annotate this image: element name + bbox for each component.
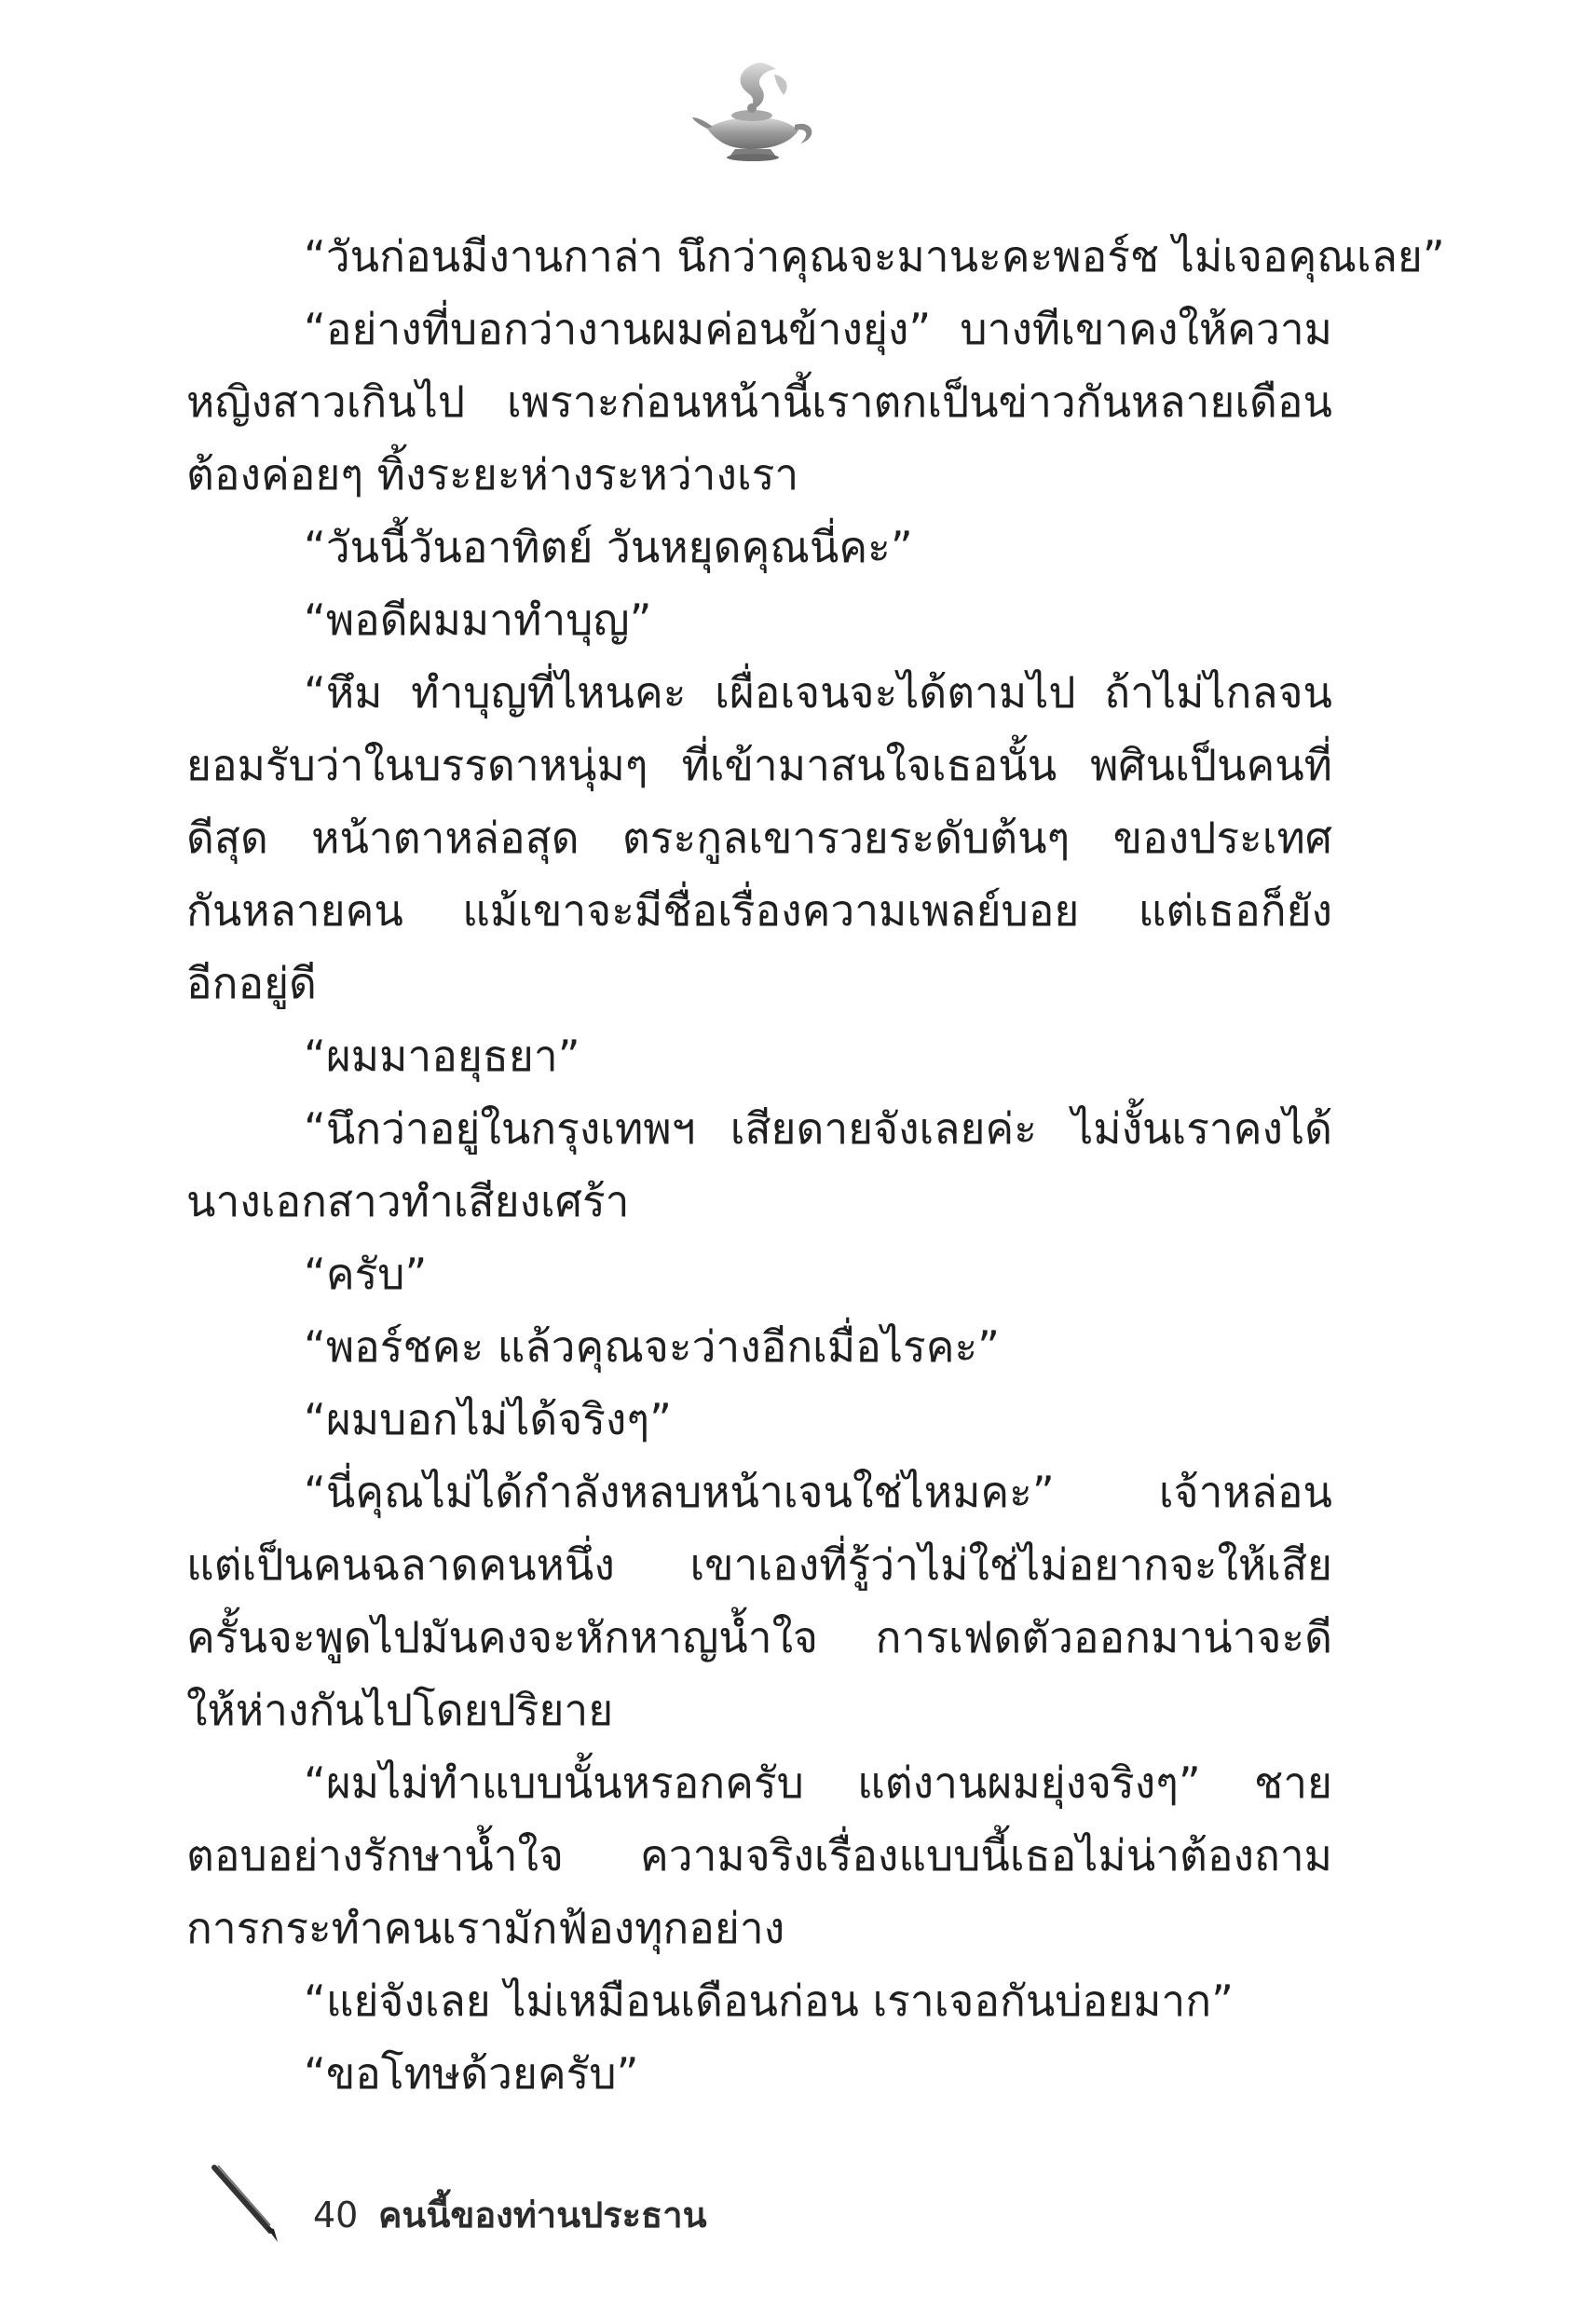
text-line: “อย่างที่บอกว่างานผมค่อนข้างยุ่ง” บางทีเขาคงให้ความ [304,304,1332,354]
text-line: ตอบอย่างรักษาน้ำใจ ความจริงเรื่องแบบนี้เธอไม่น่าต้องถาม [186,1830,1332,1880]
text-line: “หึม ทำบุญที่ไหนคะ เผื่อเจนจะได้ตามไป ถ้าไม่ไกลจน [304,667,1332,718]
book-title: คนนี้ของท่านประธาน [378,2195,707,2236]
text-line: “ผมมาอยุธยา” [304,1031,580,1081]
text-line: อีกอยู่ดี [186,958,317,1008]
text-line: “วันก่อนมีงานกาล่า นึกว่าคุณจะมานะคะพอร์ช ไม่เจอคุณเลย” [304,231,1445,281]
text-line: “ผมบอกไม่ได้จริงๆ” [304,1394,672,1444]
pen-icon [209,2162,283,2246]
text-line: ต้องค่อยๆ ทิ้งระยะห่างระหว่างเรา [186,449,799,499]
text-line: “พอร์ชคะ แล้วคุณจะว่างอีกเมื่อไรคะ” [304,1321,1001,1372]
text-line: ครั้นจะพูดไปมันคงจะหักหาญน้ำใจ การเฟดตัวออกมาน่าจะดี [186,1612,1332,1662]
text-line: “แย่จังเลย ไม่เหมือนเดือนก่อน เราเจอกันบ่อยมาก” [304,1976,1234,2026]
text-line: ดีสุด หน้าตาหล่อสุด ตระกูลเขารวยระดับต้นๆ ของประเทศ [186,813,1332,863]
text-line: “พอดีผมมาทำบุญ” [304,595,652,645]
text-line: ยอมรับว่าในบรรดาหนุ่มๆ ที่เข้ามาสนใจเธอนั้น พศินเป็นคนที่ [186,740,1332,790]
page-number: 40 [313,2195,359,2236]
text-line: แต่เป็นคนฉลาดคนหนึ่ง เขาเองที่รู้ว่าไม่ใช่ไม่อยากจะให้เสีย [186,1539,1332,1590]
story-text [186,220,1445,2110]
text-line: “ผมไม่ทำแบบนั้นหรอกครับ แต่งานผมยุ่งจริงๆ” ชาย [304,1757,1332,1808]
page-footer [209,2162,861,2264]
text-line: หญิงสาวเกินไป เพราะก่อนหน้านี้เราตกเป็นข่าวกันหลายเดือน [186,376,1332,427]
text-line: “ครับ” [304,1249,428,1299]
text-line: “วันนี้วันอาทิตย์ วันหยุดคุณนี่คะ” [304,522,913,572]
teapot-ornament-icon [690,56,821,168]
text-line: การกระทำคนเรามักฟ้องทุกอย่าง [186,1903,785,1953]
text-line: นางเอกสาวทำเสียงเศร้า [186,1176,630,1226]
text-line: ให้ห่างกันไปโดยปริยาย [186,1685,614,1735]
text-line: “นึกว่าอยู่ในกรุงเทพฯ เสียดายจังเลยค่ะ ไม่งั้นเราคงได้ [304,1103,1332,1154]
text-line: “ขอโทษด้วยครับ” [304,2048,639,2099]
text-line: “นี่คุณไม่ได้กำลังหลบหน้าเจนใช่ไหมคะ” เจ้าหล่อน [304,1467,1332,1517]
text-line: กันหลายคน แม้เขาจะมีชื่อเรื่องความเพลย์บอย แต่เธอก็ยัง [186,885,1332,936]
